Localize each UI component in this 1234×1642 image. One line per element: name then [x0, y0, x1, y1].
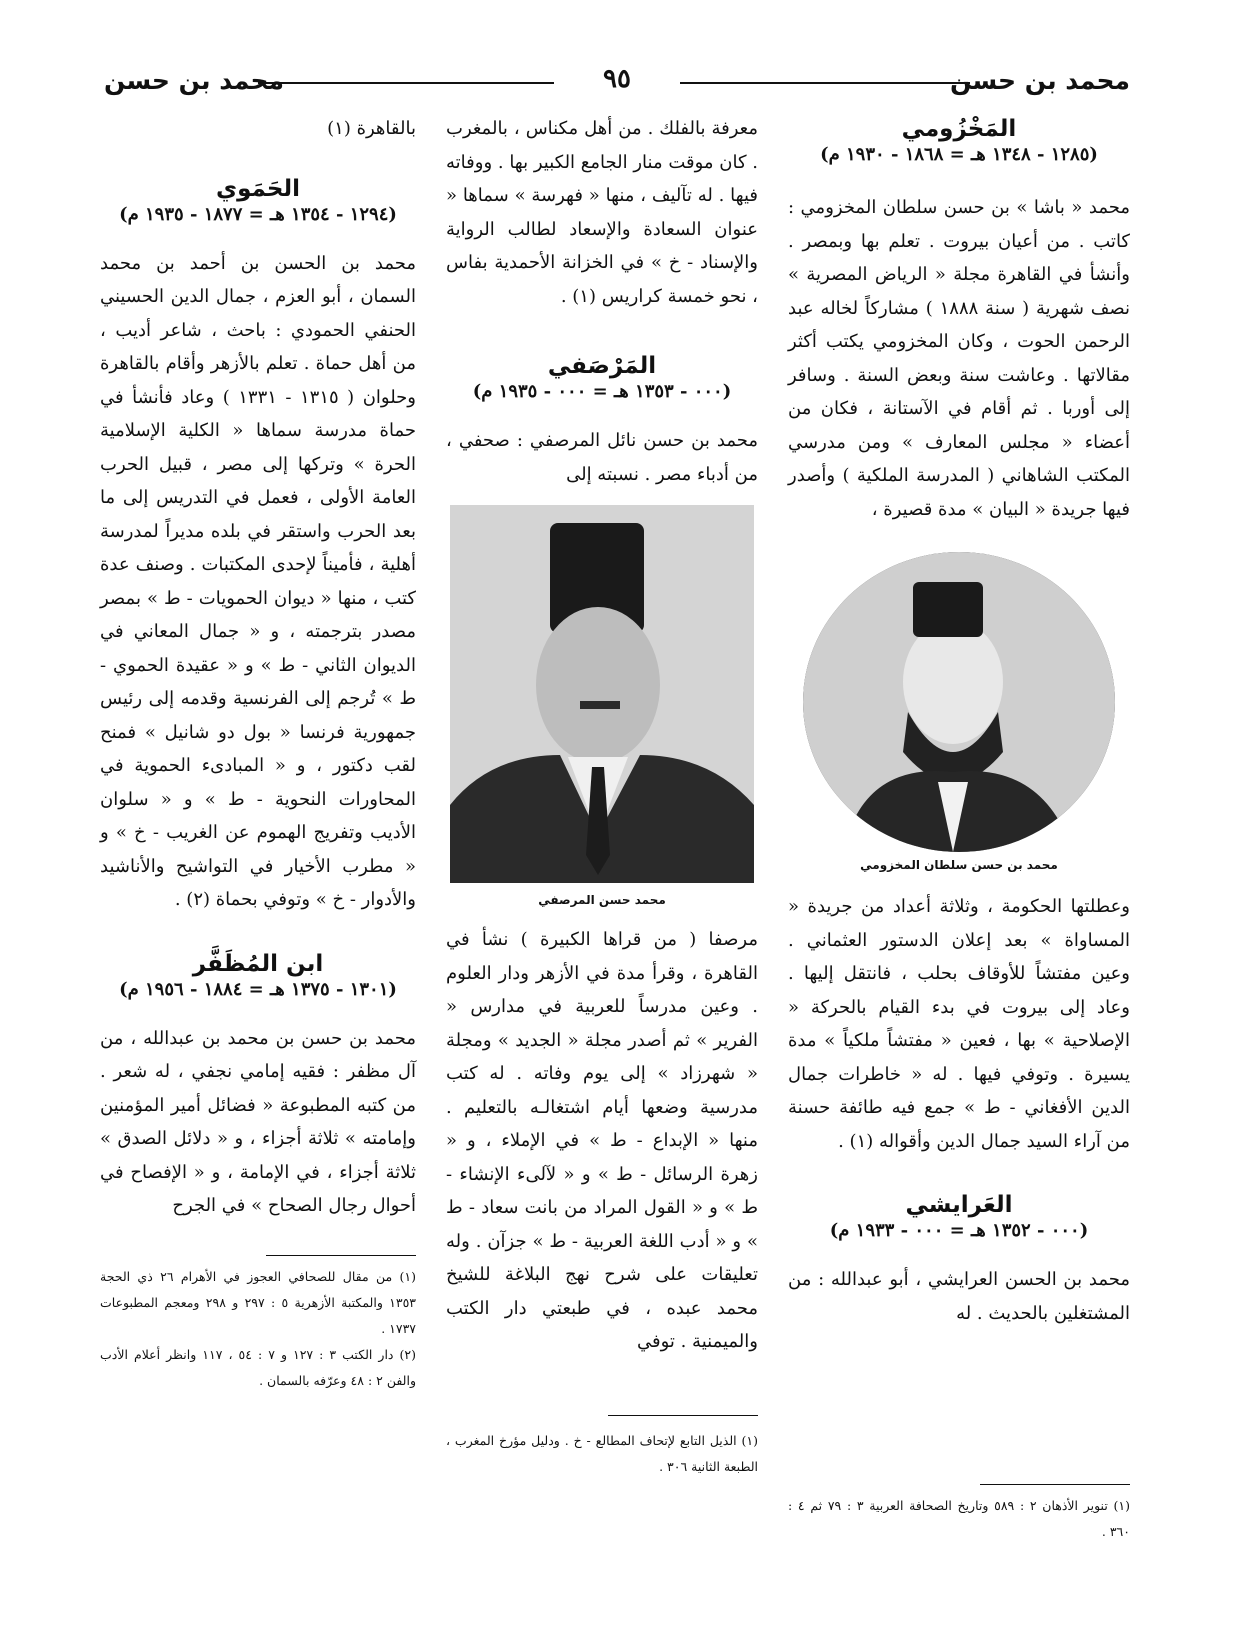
column-left: [100, 112, 416, 1394]
header-rule-right: [680, 82, 970, 84]
entry-text-continued: معرفة بالفلك . من أهل مكناس ، بالمغرب . كان موقت منار الجامع الكبير بها . ووفاته فيها . له تآليف ، منها « فهرسة » سماها « عنوان السعادة والإسعاد لطالب الرواية والإسناد - خ » في الخزانة الأحمدية بفاس ، نحو خمسة كراريس (١) .: [446, 118, 758, 307]
photo-caption: محمد بن حسن سلطان المخزومي: [860, 858, 1058, 872]
footnote: (١) تنوير الأذهان ٢ : ٥٨٩ وتاريخ الصحافة العربية ٣ : ٧٩ ثم ٤ : ٣٦٠ .: [788, 1498, 1130, 1539]
column-right: [788, 112, 1130, 1330]
header-rule-left: [258, 82, 554, 84]
photo-caption: محمد حسن المرصفي: [538, 893, 666, 907]
entry-dates: (١٢٨٥ - ١٣٤٨ هـ = ١٨٦٨ - ١٩٣٠ م): [820, 144, 1098, 165]
column-right-footnotes: [788, 1484, 1130, 1545]
entry-text-continued: وعطلتها الحكومة ، وثلاثة أعداد من جريدة « المساواة » بعد إعلان الدستور العثماني . وعين مفتشاً للأوقاف بحلب ، فانتقل إليها . وعاد إلى بيروت في بدء القيام بالحركة « الإصلاحية » بها ، فعين « مفتشاً ملكياً » مدة يسيرة . وتوفي فيها . له « خاطرات جمال الدين الأفغاني - ط » جمع فيه طائفة حسنة من آراء السيد جمال الدين وأقواله (١) .: [788, 896, 1130, 1152]
entry-text-continued: مرصفا ( من قراها الكبيرة ) نشأ في القاهرة ، وقرأ مدة في الأزهر ودار العلوم . وعين مدرساً للعربية في مدارس « الفرير » ثم أصدر مجلة « الجديد » ومجلة « شهرزاد » إلى يوم وفاته . له كتب مدرسية وضعها أيام اشتغالـه بالتعليم . منها « الإبداع - ط » في الإملاء ، و « زهرة الرسائل - ط » و « لآلىء الإنشاء - ط » و « القول المراد من بانت سعاد - ط » و « أدب اللغة العربية - ط » جزآن . وله تعليقات على شرح نهج البلاغة للشيخ محمد عبده ، في طبعتي دار الكتب والميمنية . توفي: [446, 929, 758, 1352]
entry-title: الحَمَوي: [215, 175, 300, 202]
entry-dates: (١٣٠١ - ١٣٧٥ هـ = ١٨٨٤ - ١٩٥٦ م): [119, 978, 397, 1000]
portrait-photo: [803, 552, 1115, 852]
footnote-rule: [608, 1415, 758, 1416]
column-middle: [446, 112, 758, 1480]
portrait-illustration: [450, 505, 754, 883]
entry-dates: (١٢٩٤ - ١٣٥٤ هـ = ١٨٧٧ - ١٩٣٥ م): [119, 203, 397, 225]
entry-title: العَرايشي: [905, 1192, 1013, 1218]
entry-title: المَرْصَفي: [547, 353, 657, 379]
entry-text-continued: بالقاهرة (١): [327, 118, 416, 139]
header-name-left: محمد بن حسن: [104, 66, 284, 95]
footnote: (١) الذيل التابع لإتحاف المطالع - خ . ودليل مؤرخ المغرب ، الطبعة الثانية ٣٠٦ .: [446, 1432, 758, 1474]
portrait-illustration: [803, 552, 1115, 852]
entry-title: ابن المُظَفَّر: [192, 950, 324, 977]
entry-text: محمد « باشا » بن حسن سلطان المخزومي : كاتب . من أعيان بيروت . تعلم بها وبمصر . وأنشأ في القاهرة مجلة « الرياض المصرية » نصف شهرية ( سنة ١٨٨٨ ) مشاركاً لخاله عبد الرحمن الحوت ، وكان المخزومي يكتب أكثر مقالاتها . وعاشت سنة وبعض السنة . وسافر إلى أوربا . ثم أقام في الآستانة ، فكان من أعضاء « مجلس المعارف » ومن مدرسي المكتب الشاهاني ( المدرسة الملكية ) وأصدر فيها جريدة « البيان » مدة قصيرة ،: [788, 197, 1130, 520]
footnote: (٢) دار الكتب ٣ : ١٢٧ و ٧ : ٥٤ ، ١١٧ وانظر أعلام الأدب والفن ٢ : ٤٨ وعرّفه بالسمان .: [100, 1346, 416, 1388]
footnote-rule: [266, 1255, 416, 1256]
entry-title: المَخْزُومي: [901, 116, 1017, 142]
entry-text: محمد بن الحسن العرايشي ، أبو عبدالله : من المشتغلين بالحديث . له: [788, 1269, 1130, 1324]
page-number: ٩٥: [603, 64, 631, 94]
header-name-right: محمد بن حسن: [950, 66, 1130, 95]
footnote: (١) من مقال للصحافي العجوز في الأهرام ٢٦ ذي الحجة ١٣٥٣ والمكتبة الأزهرية ٥ : ٢٩٧ و ٢٩٨ ومعجم المطبوعات ١٧٣٧ .: [100, 1268, 417, 1336]
entry-text: محمد بن حسن نائل المرصفي : صحفي ، من أدباء مصر . نسبته إلى: [446, 430, 758, 485]
running-header: [104, 62, 1130, 102]
entry-dates: (٠٠٠ - ١٣٥٢ هـ = ٠٠٠ - ١٩٣٣ م): [829, 1220, 1089, 1241]
entry-text: محمد بن الحسن بن أحمد بن محمد السمان ، أبو العزم ، جمال الدين الحسيني الحنفي الحمودي : باحث ، شاعر أديب ، من أهل حماة . تعلم بالأزهر وأقام بالقاهرة وحلوان ( ١٣١٥ - ١٣٣١ ) وعاد فأنشأ في حماة مدرسة سماها « الكلية الإسلامية الحرة » وتركها إلى مصر ، قبيل الحرب العامة الأولى ، فعمل في التدريس إلى ما بعد الحرب واستقر في بلده مديراً لمدرسة أهلية ، فأميناً لإحدى المكتبات . وصنف عدة كتب ، منها « ديوان الحمويات - ط » بمصر مصدر بترجمته ، و « جمال المعاني في الديوان الثاني - ط » و « عقيدة الحموي - ط » تُرجم إلى الفرنسية وقدمه إلى رئيس جمهورية فرنسا « بول دو شانيل » فمنح لقب دكتور ، و « المبادىء الحموية في المحاورات النحوية - ط » و « سلوان الأديب وتفريج الهموم عن الغريب - خ » و « مطرب الأخيار في التواشيح والأناشيد والأدوار - خ » وتوفي بحماة (٢) .: [100, 252, 417, 910]
entry-text: محمد بن حسن بن محمد بن عبدالله ، من آل مظفر : فقيه إمامي نجفي ، له شعر . من كتبه المطبوعة « فضائل أمير المؤمنين وإمامته » ثلاثة أجزاء ، و « دلائل الصدق » ثلاثة أجزاء ، في الإمامة ، و « الإفصاح في أحوال رجال الصحاح » في الجرح: [100, 1027, 416, 1216]
footnote-rule: [980, 1484, 1130, 1485]
portrait-photo: [450, 505, 754, 883]
entry-dates: (٠٠٠ - ١٣٥٣ هـ = ٠٠٠ - ١٩٣٥ م): [472, 381, 732, 402]
